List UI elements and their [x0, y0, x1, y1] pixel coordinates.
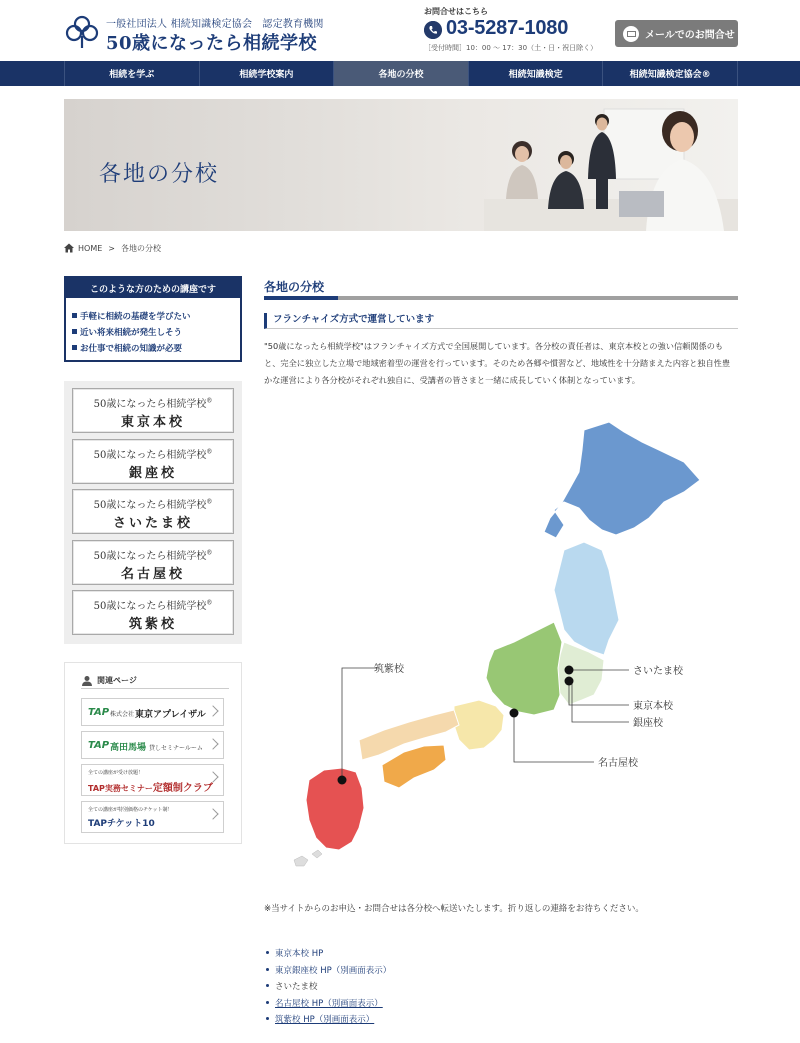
phone-icon	[424, 21, 442, 39]
map-label-saitama: さいたま校	[633, 666, 683, 677]
branch-links-list	[264, 946, 738, 1029]
nav-item-branches[interactable]: 各地の分校	[334, 61, 469, 86]
breadcrumb-home[interactable]: HOME	[78, 243, 103, 253]
tap-logo: TAP	[88, 740, 110, 751]
chevron-right-icon	[207, 705, 218, 716]
contact-label: お問合せはこちら	[424, 7, 488, 16]
marker-chikushi	[338, 776, 347, 785]
map-label-nagoya: 名古屋校	[598, 758, 638, 769]
school-button-brand: 50歳になったら相続学校	[93, 550, 207, 562]
map-region-kinki	[454, 700, 504, 750]
school-button-ginza[interactable]: 50歳になったら相続学校® 銀座校	[72, 439, 234, 484]
map-region-hokkaido	[544, 422, 700, 538]
global-nav	[0, 61, 800, 86]
school-button-nagoya[interactable]: 50歳になったら相続学校® 名古屋校	[72, 540, 234, 585]
map-region-islands	[294, 850, 322, 866]
school-button-brand: 50歳になったら相続学校	[93, 500, 207, 511]
hero-title: 各地の分校	[99, 162, 220, 187]
chevron-right-icon	[207, 808, 218, 819]
school-buttons-panel	[64, 381, 242, 644]
related-person-icon	[81, 675, 93, 687]
breadcrumb-current: 各地の分校	[120, 243, 161, 253]
target-audience-item: 近い将来相続が発生しそう	[72, 325, 234, 341]
list-item	[264, 979, 738, 996]
link-nagoya-hp[interactable]: 名古屋校 HP（別画面表示）	[275, 998, 383, 1009]
school-button-name: 筑紫校	[128, 617, 177, 632]
logo-subtitle: 一般社団法人 相続知識検定協会 認定教育機関	[106, 19, 324, 30]
marker-tokyo	[565, 677, 574, 686]
banner-ticket10[interactable]: 全ての講座が特別価格のチケット制！ TAPチケット10	[81, 801, 224, 833]
list-item	[264, 1012, 738, 1029]
target-audience-heading: このような方のための講座です	[66, 278, 240, 298]
school-button-tokyo[interactable]: 50歳になったら相続学校® 東京本校	[72, 388, 234, 433]
square-bullet-icon	[72, 345, 77, 350]
school-button-name: さいたま校	[112, 516, 193, 531]
home-icon	[64, 243, 74, 253]
office-people-photo	[484, 99, 738, 231]
list-item	[264, 996, 738, 1013]
phone-number[interactable]: 03-5287-1080	[446, 17, 569, 39]
text-saitama: さいたま校	[275, 982, 318, 992]
map-region-chubu	[486, 622, 562, 715]
link-tokyo-hp[interactable]: 東京本校 HP	[275, 949, 324, 959]
link-ginza-hp[interactable]: 東京銀座校 HP（別画面表示）	[275, 965, 392, 976]
related-pages-heading: 関連ページ	[81, 673, 229, 689]
map-label-tokyo: 東京本校	[633, 701, 673, 712]
map-label-ginza: 銀座校	[633, 718, 663, 729]
bullet-icon	[266, 968, 269, 971]
clover-logo-icon	[64, 14, 100, 50]
banner-flat-rate-club[interactable]: 全ての講座が受け放題！ TAP実務セミナー定額制クラブ	[81, 764, 224, 796]
map-region-kyushu	[306, 768, 364, 850]
related-pages-box	[64, 662, 242, 844]
site-header	[0, 0, 800, 61]
chevron-right-icon	[207, 738, 218, 749]
nav-item-association[interactable]: 相続知識検定協会®	[603, 61, 738, 86]
mail-contact-button[interactable]	[615, 20, 738, 47]
forwarding-note: ※当サイトからのお申込・お問合せは各分校へ転送いたします。折り返しの連絡をお待ちください。	[264, 904, 644, 914]
intro-paragraph: "50歳になったら相続学校"はフランチャイズ方式で全国展開しています。各分校の責任者は、東京本校との強い信頼関係のもと、完全に独立した立場で地域密着型の運営を行っています。そのため各郷や慣習など、地域性を十分踏まえた内容と独自性豊かな運営により各分校がそれぞれ独自に、受講者の皆さまと一緒に成長していく体制となっています。	[264, 341, 731, 385]
link-chikushi-hp[interactable]: 筑紫校 HP（別画面表示）	[275, 1015, 375, 1025]
map-region-tohoku	[554, 542, 619, 655]
hero-banner	[64, 99, 738, 231]
bullet-icon	[266, 1017, 269, 1020]
square-bullet-icon	[72, 329, 77, 334]
school-button-name: 東京本校	[120, 415, 185, 430]
breadcrumb-separator: >	[108, 243, 115, 253]
mail-button-label: メールでのお問合せ	[645, 30, 735, 41]
breadcrumb	[64, 242, 161, 254]
school-button-chikushi[interactable]: 50歳になったら相続学校® 筑紫校	[72, 590, 234, 635]
target-audience-item: お仕事で相続の知識が必要	[72, 341, 234, 357]
contact-hours: ［受付時間］10：00 ～ 17：30（土・日・祝日除く）	[424, 44, 598, 52]
list-item	[264, 963, 738, 980]
mail-icon	[623, 26, 639, 42]
nav-item-school-guide[interactable]: 相続学校案内	[200, 61, 335, 86]
school-button-name: 銀座校	[128, 465, 177, 481]
school-button-saitama[interactable]: 50歳になったら相続学校® さいたま校	[72, 489, 234, 534]
site-logo[interactable]	[64, 12, 334, 52]
bullet-icon	[266, 1001, 269, 1004]
bullet-icon	[266, 984, 269, 987]
contact-info	[424, 6, 604, 58]
school-button-brand: 50歳になったら相続学校	[93, 601, 207, 612]
marker-saitama	[565, 666, 574, 675]
bullet-icon	[266, 951, 269, 954]
tap-logo: TAP	[88, 707, 110, 718]
map-label-chikushi: 筑紫校	[374, 664, 404, 675]
school-button-brand: 50歳になったら相続学校	[93, 399, 207, 410]
section-subtitle: フランチャイズ方式で運営しています	[264, 313, 738, 329]
japan-branch-map	[264, 410, 738, 880]
school-button-brand: 50歳になったら相続学校	[93, 449, 207, 461]
page-title: 各地の分校	[264, 278, 738, 300]
target-audience-item: 手軽に相続の基礎を学びたい	[72, 309, 234, 325]
map-region-shikoku	[382, 745, 446, 788]
target-audience-box	[64, 276, 242, 362]
marker-nagoya	[510, 709, 519, 718]
logo-title: 50歳になったら相続学校	[106, 33, 318, 54]
banner-takadanobaba[interactable]: TAP 高田馬場 貸しセミナールーム	[81, 731, 224, 759]
school-button-name: 名古屋校	[120, 566, 185, 582]
square-bullet-icon	[72, 313, 77, 318]
list-item	[264, 946, 738, 963]
nav-item-exam[interactable]: 相続知識検定	[469, 61, 604, 86]
banner-tokyo-appraisal[interactable]: TAP 株式会社 東京アプレイザル	[81, 698, 224, 726]
nav-item-learn[interactable]: 相続を学ぶ	[64, 61, 200, 86]
